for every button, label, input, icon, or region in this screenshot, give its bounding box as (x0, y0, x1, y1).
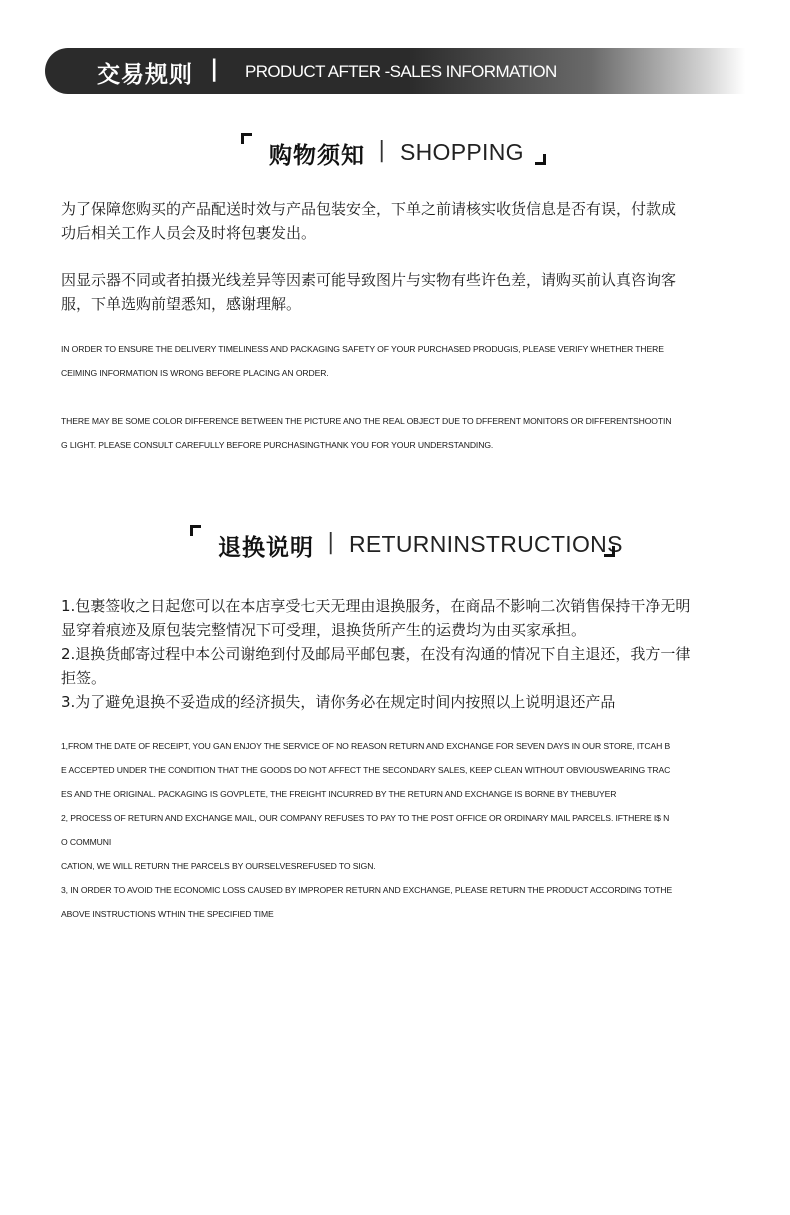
text-line: 因显示器不同或者拍摄光线差异等因素可能导致图片与实物有些许色差，请购买前认真咨询客 (61, 271, 677, 289)
text-line: 为了保障您购买的产品配送时效与产品包装安全，下单之前请核实收货信息是否有误，付款成 (61, 200, 677, 218)
corner-bottom-right-icon (604, 546, 615, 557)
text-line: 服，下单选购前望悉知，感谢理解。 (61, 295, 302, 313)
list-item: 拒签。 (61, 669, 107, 687)
returns-cn-list (61, 594, 731, 714)
shopping-heading-cn: 购物须知 (269, 143, 365, 169)
list-item: 2.退换货邮寄过程中本公司谢绝到付及邮局平邮包裹，在没有沟通的情况下自主退还，我方一律 (61, 645, 691, 663)
corner-top-left-icon (241, 133, 252, 144)
text-line: 功后相关工作人员会及时将包裹发出。 (61, 224, 317, 242)
returns-heading (190, 525, 623, 565)
shopping-heading (241, 133, 545, 173)
returns-heading-en: RETURNINSTRUCTIONS (349, 531, 623, 557)
text-line: 1,FROM THE DATE OF RECEIPT, YOU GAN ENJOY THE SERVICE OF NO REASON RETURN AND EXCHANGE FOR SEVEN DAYS IN OUR STORE, ITCAH B (61, 741, 671, 751)
text-line: CATION, WE WILL RETURN THE PARCELS BY OURSELVESREFUSED TO SIGN. (61, 861, 376, 871)
list-item: 3.为了避免退换不妥造成的经济损失，请你务必在规定时间内按照以上说明退还产品 (61, 693, 616, 711)
corner-bottom-right-icon (535, 154, 546, 165)
text-line: E ACCEPTED UNDER THE CONDITION THAT THE GOODS DO NOT AFFECT THE SECONDARY SALES, KEEP CLEAN WITHOUT OBVIOUSWEARING TRAC (61, 765, 671, 775)
list-item: 1.包裹签收之日起您可以在本店享受七天无理由退换服务，在商品不影响二次销售保持干净无明 (61, 597, 691, 615)
shopping-cn-paragraph-1 (61, 197, 721, 245)
text-line: ABOVE INSTRUCTIONS WTHIN THE SPECIFIED TIME (61, 909, 274, 919)
banner-separator: | (210, 56, 219, 82)
text-line: 3, IN ORDER TO AVOID THE ECONOMIC LOSS CAUSED BY IMPROPER RETURN AND EXCHANGE, PLEASE RETURN THE PRODUCT ACCORDING TOTHE (61, 885, 673, 895)
banner-title-cn: 交易规则 (97, 62, 193, 88)
corner-top-left-icon (190, 525, 201, 536)
returns-heading-cn: 退换说明 (218, 535, 314, 561)
text-line: CEIMING INFORMATION IS WRONG BEFORE PLACING AN ORDER. (61, 368, 329, 378)
shopping-en-paragraph-1 (61, 337, 731, 385)
text-line: ES AND THE ORIGINAL. PACKAGING IS GOVPLETE, THE FREIGHT INCURRED BY THE RETURN AND EXCHANGE IS BORNE BY THEBUYER (61, 789, 617, 799)
returns-en-list (61, 734, 731, 926)
text-line: G LIGHT. PLEASE CONSULT CAREFULLY BEFORE PURCHASINGTHANK YOU FOR YOUR UNDERSTANDING. (61, 440, 494, 450)
text-line: 2, PROCESS OF RETURN AND EXCHANGE MAIL, OUR COMPANY REFUSES TO PAY TO THE POST OFFICE OR ORDINARY MAIL PARCELS. IFTHERE I$ N (61, 813, 670, 823)
banner-title-en: PRODUCT AFTER -SALES INFORMATION (245, 62, 557, 81)
list-item: 显穿着痕迹及原包装完整情况下可受理，退换货所产生的运费均为由买家承担。 (61, 621, 587, 639)
header-banner (45, 48, 745, 94)
text-line: O COMMUNI (61, 837, 112, 847)
text-line: THERE MAY BE SOME COLOR DIFFERENCE BETWEEN THE PICTURE ANO THE REAL OBJECT DUE TO DFFERENT MONITORS OR DIFFERENTSHOOTIN (61, 416, 672, 426)
returns-heading-separator: | (327, 530, 335, 555)
text-line: IN ORDER TO ENSURE THE DELIVERY TIMELINESS AND PACKAGING SAFETY OF YOUR PURCHASED PRODUGIS, PLEASE VERIFY WHETHER THERE (61, 344, 664, 354)
shopping-en-paragraph-2 (61, 409, 731, 457)
shopping-cn-paragraph-2 (61, 268, 721, 316)
shopping-heading-separator: | (378, 138, 386, 163)
shopping-heading-en: SHOPPING (400, 139, 524, 165)
